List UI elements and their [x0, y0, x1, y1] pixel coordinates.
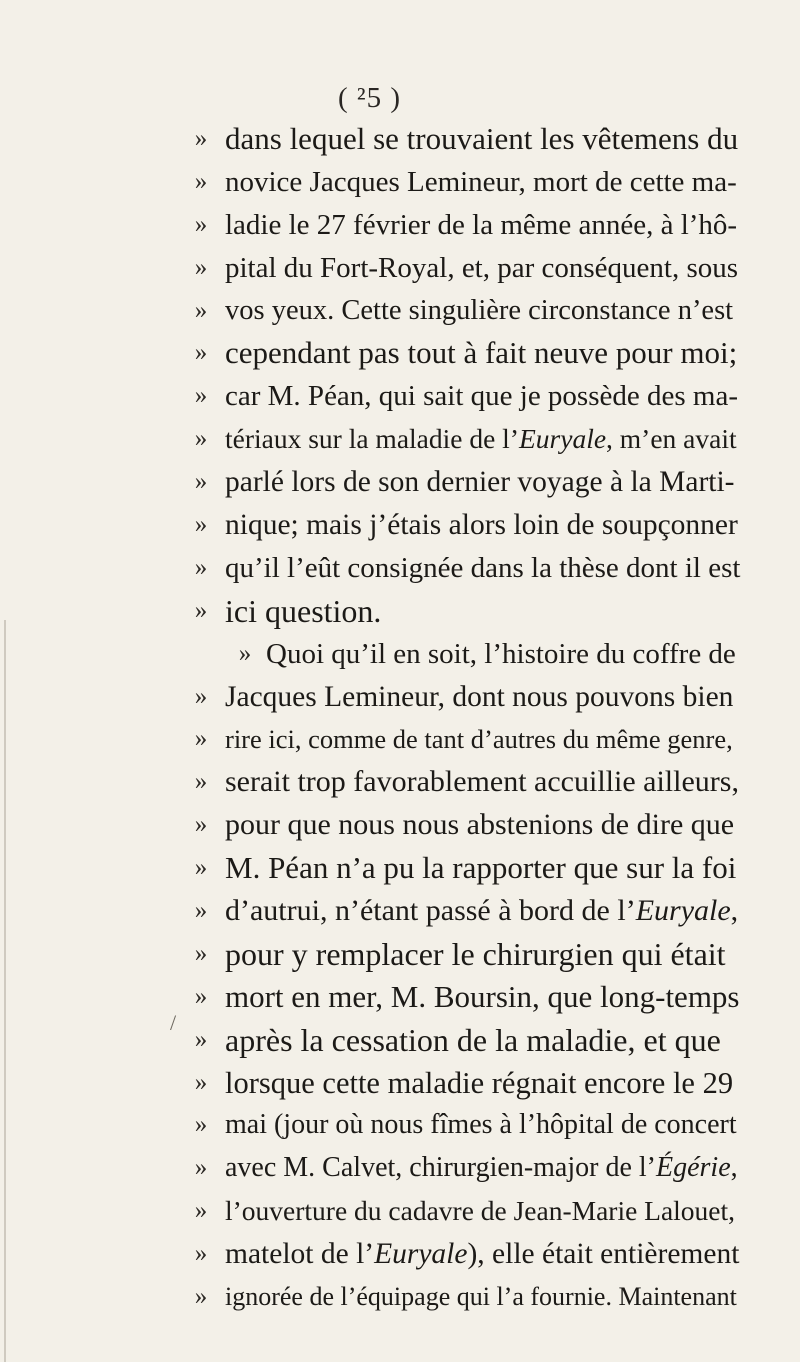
line-text: pital du Fort-Royal, et, par conséquent, sous — [225, 251, 739, 284]
line-text: ladie le 27 février de la même année, à l’hô- — [225, 208, 738, 241]
text-line — [0, 1190, 800, 1233]
text-line — [0, 332, 800, 375]
text-line — [0, 761, 800, 804]
quote-mark: » — [194, 468, 208, 496]
text-line — [0, 718, 800, 761]
line-text: pour que nous nous abstenions de dire que — [225, 808, 735, 842]
quote-mark: » — [194, 511, 208, 539]
page-number: ( ²5 ) — [338, 82, 402, 114]
quote-mark: » — [194, 1283, 208, 1311]
line-text: l’ouverture du cadavre de Jean-Marie Lalouet, — [225, 1195, 736, 1227]
line-text: nique; mais j’étais alors loin de soupçonner — [225, 509, 738, 542]
text-line — [0, 1019, 800, 1062]
quote-mark: » — [194, 1068, 208, 1096]
quote-mark: » — [194, 682, 208, 710]
quote-mark: » — [194, 768, 208, 796]
quote-mark: » — [194, 897, 208, 925]
quote-mark: » — [194, 1025, 208, 1053]
quote-mark: » — [194, 1197, 208, 1225]
text-line — [0, 161, 800, 204]
text-line — [0, 1233, 800, 1276]
quote-mark: » — [194, 210, 208, 238]
text-line — [0, 290, 800, 333]
line-text: novice Jacques Lemineur, mort de cette ma- — [225, 165, 737, 198]
margin-mark: / — [170, 1010, 177, 1035]
quote-mark: » — [194, 1154, 208, 1182]
text-line — [0, 847, 800, 890]
line-text: après la cessation de la maladie, et que — [225, 1021, 721, 1058]
line-text: ignorée de l’équipage qui l’a fournie. Maintenant — [225, 1282, 737, 1312]
line-text: serait trop favorablement accuillie ailleurs, — [225, 765, 739, 799]
quote-mark: » — [194, 1111, 208, 1139]
quote-mark: » — [238, 639, 252, 667]
text-line — [0, 1062, 800, 1105]
line-text: pour y remplacer le chirurgien qui était — [225, 935, 726, 972]
text-line — [0, 418, 800, 461]
text-line — [0, 118, 800, 161]
quote-mark: » — [194, 596, 208, 624]
text-line — [0, 676, 800, 719]
quote-mark: » — [194, 167, 208, 195]
line-text: ici question. — [225, 592, 382, 629]
text-line — [0, 504, 800, 547]
line-text: Quoi qu’il en soit, l’histoire du coffre de — [266, 637, 736, 670]
quote-mark: » — [194, 811, 208, 839]
line-text: d’autrui, n’étant passé à bord de l’Euryale, — [225, 894, 739, 928]
line-text: rire ici, comme de tant d’autres du même genre, — [225, 724, 733, 755]
quote-mark: » — [194, 425, 208, 453]
text-line — [0, 375, 800, 418]
quote-mark: » — [194, 253, 208, 281]
text-line — [0, 247, 800, 290]
line-text: dans lequel se trouvaient les vêtemens du — [225, 121, 739, 156]
line-text: cependant pas tout à fait neuve pour moi; — [225, 335, 738, 371]
text-line — [0, 590, 800, 633]
text-line — [0, 804, 800, 847]
quote-mark: » — [194, 553, 208, 581]
line-text: parlé lors de son dernier voyage à la Marti- — [225, 466, 735, 499]
text-line — [0, 1276, 800, 1319]
line-text: lorsque cette maladie régnait encore le 29 — [225, 1065, 734, 1100]
body-text — [0, 118, 800, 1319]
quote-mark: » — [194, 339, 208, 367]
line-text: matelot de l’Euryale), elle était entièrement — [225, 1238, 740, 1271]
text-line — [0, 933, 800, 976]
quote-mark: » — [194, 382, 208, 410]
line-text: avec M. Calvet, chirurgien-major de l’Égérie, — [225, 1152, 738, 1184]
quote-mark: » — [194, 296, 208, 324]
line-text: Jacques Lemineur, dont nous pouvons bien — [225, 680, 734, 713]
quote-mark: » — [194, 939, 208, 967]
text-line-paragraph-start — [0, 633, 800, 676]
text-line — [0, 890, 800, 933]
line-text: mort en mer, M. Boursin, que long-temps — [225, 978, 740, 1014]
line-text: qu’il l’eût consignée dans la thèse dont il est — [225, 551, 741, 584]
line-text: M. Péan n’a pu la rapporter que sur la foi — [225, 850, 737, 886]
text-line — [0, 204, 800, 247]
line-text: mai (jour où nous fîmes à l’hôpital de concert — [225, 1109, 737, 1141]
quote-mark: » — [194, 854, 208, 882]
text-line — [0, 1104, 800, 1147]
quote-mark: » — [194, 125, 208, 152]
line-text: vos yeux. Cette singulière circonstance n’est — [225, 294, 734, 326]
line-text: car M. Péan, qui sait que je possède des ma- — [225, 380, 738, 413]
text-line — [0, 1147, 800, 1190]
quote-mark: » — [194, 982, 208, 1010]
text-line — [0, 976, 800, 1019]
quote-mark: » — [194, 1240, 208, 1268]
text-line — [0, 461, 800, 504]
line-text: tériaux sur la maladie de l’Euryale, m’en avait — [225, 423, 737, 455]
text-line — [0, 547, 800, 590]
quote-mark: » — [194, 725, 208, 753]
